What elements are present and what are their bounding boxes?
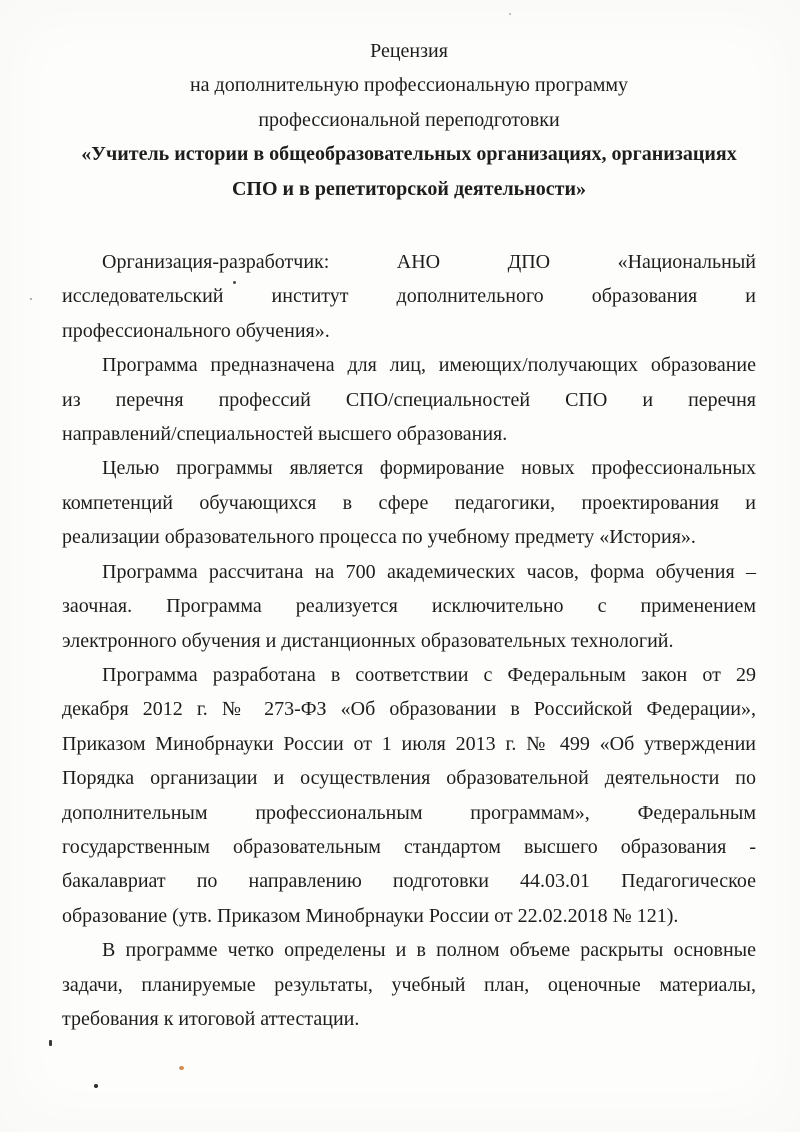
paragraph-conclusion <box>62 933 756 1036</box>
paragraph-developer <box>62 245 756 348</box>
document-subtitle-line: на дополнительную профессиональную программу <box>189 74 629 97</box>
paragraph-line: Приказом Минобрнауки России от 1 июля 2013 г. № 499 «Об утверждении <box>62 732 756 755</box>
paragraph-goal <box>62 451 756 554</box>
scan-speck <box>179 1066 184 1070</box>
program-title-line: «Учитель истории в общеобразовательных организациях, организациях <box>81 143 737 166</box>
paragraph-line: декабря 2012 г. № 273-ФЗ «Об образовании в Российской Федерации», <box>62 698 756 721</box>
paragraph-line: дополнительным профессиональным программам», Федеральным <box>62 801 756 824</box>
paragraph-line: образование (утв. Приказом Минобрнауки России от 22.02.2018 № 121). <box>62 904 679 927</box>
paragraph-line: электронного обучения и дистанционных образовательных технологий. <box>62 629 674 652</box>
paragraph-line: бакалавриат по направлению подготовки 44.03.01 Педагогическое <box>62 870 756 893</box>
document-subtitle-line: профессиональной переподготовки <box>258 108 560 131</box>
paragraph-line: Программа предназначена для лиц, имеющих/получающих образование <box>102 354 756 377</box>
document-body <box>62 245 756 1036</box>
scan-speck <box>94 1084 98 1088</box>
paragraph-audience <box>62 348 756 451</box>
scan-speck <box>233 281 236 284</box>
paragraph-line: государственным образовательным стандартом высшего образования - <box>62 835 756 858</box>
paragraph-line: Целью программы является формирование новых профессиональных <box>102 457 756 480</box>
paragraph-line: Программа рассчитана на 700 академических часов, форма обучения – <box>102 560 756 583</box>
program-title-line: СПО и в репетиторской деятельности» <box>231 177 587 200</box>
paragraph-line: задачи, планируемые результаты, учебный план, оценочные материалы, <box>62 973 756 996</box>
paragraph-line: исследовательский институт дополнительного образования и <box>62 285 756 308</box>
paragraph-line: Организация-разработчик: АНО ДПО «Национальный <box>102 251 756 274</box>
paragraph-line: заочная. Программа реализуется исключительно с применением <box>62 595 756 618</box>
paragraph-line: Программа разработана в соответствии с Федеральным закон от 29 <box>102 663 756 686</box>
scan-speck <box>49 1040 52 1046</box>
paragraph-line: Порядка организации и осуществления образовательной деятельности по <box>62 767 756 790</box>
paragraph-line: В программе четко определены и в полном объеме раскрыты основные <box>102 939 756 962</box>
paragraph-line: профессионального обучения». <box>62 319 330 342</box>
paragraph-line: компетенций обучающихся в сфере педагогики, проектирования и <box>62 491 756 514</box>
scan-speck <box>509 13 511 15</box>
paragraph-duration <box>62 555 756 658</box>
paragraph-line: из перечня профессий СПО/специальностей СПО и перечня <box>62 388 756 411</box>
document-header <box>62 34 756 206</box>
paragraph-line: реализации образовательного процесса по учебному предмету «История». <box>62 526 696 549</box>
document-type-label: Рецензия <box>370 40 448 62</box>
paragraph-line: требования к итоговой аттестации. <box>62 1007 360 1030</box>
paragraph-line: направлений/специальностей высшего образования. <box>62 423 508 446</box>
paragraph-legal-basis <box>62 658 756 933</box>
scan-speck <box>30 298 32 300</box>
